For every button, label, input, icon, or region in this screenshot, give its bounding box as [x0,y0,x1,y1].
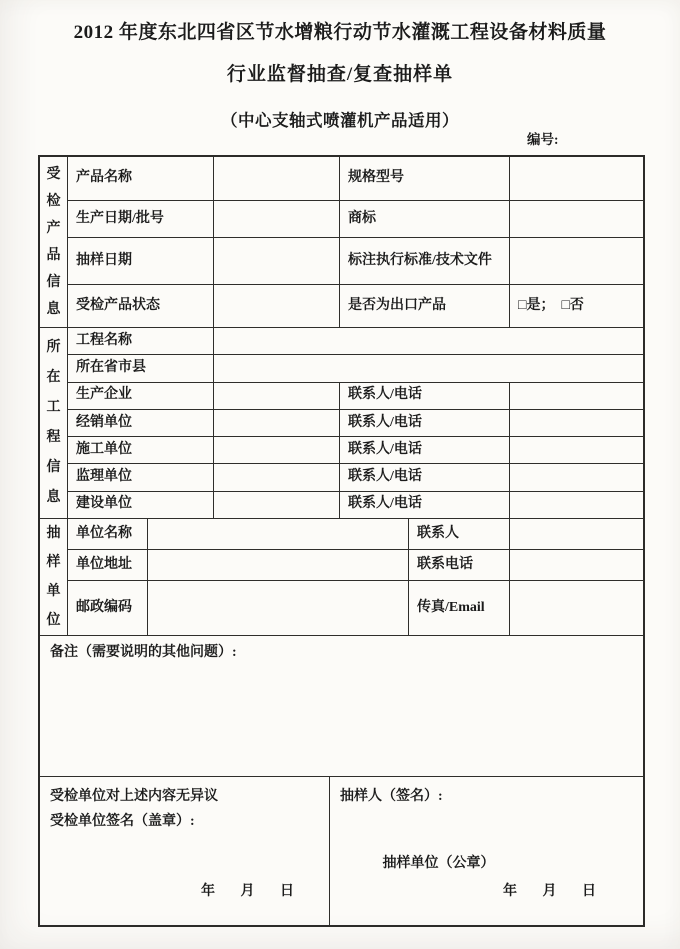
label-spec-model: 规格型号 [340,157,510,201]
remarks-label: 备注（需要说明的其他问题）: [50,645,237,660]
label-trademark: 商标 [340,201,510,238]
export-yes-no-checkboxes: □是； □否 [510,285,643,328]
label-distributor: 经销单位 [68,410,214,437]
value-cell-construction-contact [510,437,643,464]
value-cell-sampling-date [214,238,340,285]
label-owner-contact: 联系人/电话 [340,492,510,519]
footer-sampler-cell [330,777,643,925]
label-project-name: 工程名称 [68,328,214,355]
signature-footer [40,777,643,925]
vertical-header-text: 抽样单位 [46,526,61,628]
footer-inspected-unit-cell [40,777,330,925]
section-inspected-product-info [40,157,643,328]
doc-subtitle: （中心支轴式喷灌机产品适用） [221,111,459,130]
label-postal-code: 邮政编码 [68,581,148,636]
value-cell-construction-unit [214,437,340,464]
sampling-unit-seal-label: 抽样单位（公章） [382,856,495,872]
vertical-header-text: 受检产品信息 [46,167,61,317]
doc-title-line2: 行业监督抽查/复查抽样单 [226,64,454,85]
value-cell-trademark [510,201,643,238]
label-supervision-contact: 联系人/电话 [340,464,510,491]
label-supervision-unit: 监理单位 [68,464,214,491]
label-org-name: 单位名称 [68,519,148,550]
label-production-date-batch: 生产日期/批号 [68,201,214,238]
value-cell-distributor-contact [510,410,643,437]
label-contact-phone: 联系电话 [409,550,510,581]
label-export-product: 是否为出口产品 [340,285,510,328]
value-cell-owner-contact [510,492,643,519]
value-cell-owner-unit [214,492,340,519]
label-manufacturer-contact: 联系人/电话 [340,383,510,410]
value-cell-province-city-county [214,355,643,382]
value-cell-manufacturer [214,383,340,410]
vertical-header-sampling-organization [40,519,68,636]
vertical-header-project-info [40,328,68,519]
remarks-cell [40,636,643,777]
value-cell-org-address [148,550,409,581]
label-product-state: 受检产品状态 [68,285,214,328]
value-cell-contact-phone [510,550,643,581]
value-cell-fax-email [510,581,643,636]
vertical-header-inspected-product-info [40,157,68,328]
sampling-unit-date: 年 月 日 [503,884,597,900]
inspected-unit-signature-label: 受检单位签名（盖章）: [50,814,195,829]
value-cell-manufacturer-contact [510,383,643,410]
inspected-unit-date: 年 月 日 [201,884,295,900]
label-contact-person: 联系人 [409,519,510,550]
section-sampling-organization [40,519,643,636]
value-cell-project-name [214,328,643,355]
label-province-city-county: 所在省市县 [68,355,214,382]
value-cell-postal-code [148,581,409,636]
sampler-signature-label: 抽样人（签名）: [340,789,443,804]
form-table [38,155,645,927]
label-owner-unit: 建设单位 [68,492,214,519]
label-product-name: 产品名称 [68,157,214,201]
label-org-address: 单位地址 [68,550,148,581]
value-cell-contact-person [510,519,643,550]
value-cell-production-date-batch [214,201,340,238]
value-cell-spec-model [510,157,643,201]
label-manufacturer: 生产企业 [68,383,214,410]
no-objection-statement: 受检单位对上述内容无异议 [50,789,218,804]
label-sampling-date: 抽样日期 [68,238,214,285]
vertical-header-text: 所在工程信息 [46,340,61,505]
serial-number-label: 编号: [527,132,559,147]
label-construction-unit: 施工单位 [68,437,214,464]
value-cell-product-name [214,157,340,201]
value-cell-distributor [214,410,340,437]
value-cell-product-state [214,285,340,328]
value-cell-executed-standard [510,238,643,285]
label-fax-email: 传真/Email [409,581,510,636]
doc-title-line1: 2012 年度东北四省区节水增粮行动节水灌溉工程设备材料质量 [73,22,607,43]
label-executed-standard: 标注执行标准/技术文件 [340,238,510,285]
section-project-info [40,328,643,519]
value-cell-supervision-unit [214,464,340,491]
label-construction-contact: 联系人/电话 [340,437,510,464]
value-cell-supervision-contact [510,464,643,491]
label-distributor-contact: 联系人/电话 [340,410,510,437]
value-cell-org-name [148,519,409,550]
